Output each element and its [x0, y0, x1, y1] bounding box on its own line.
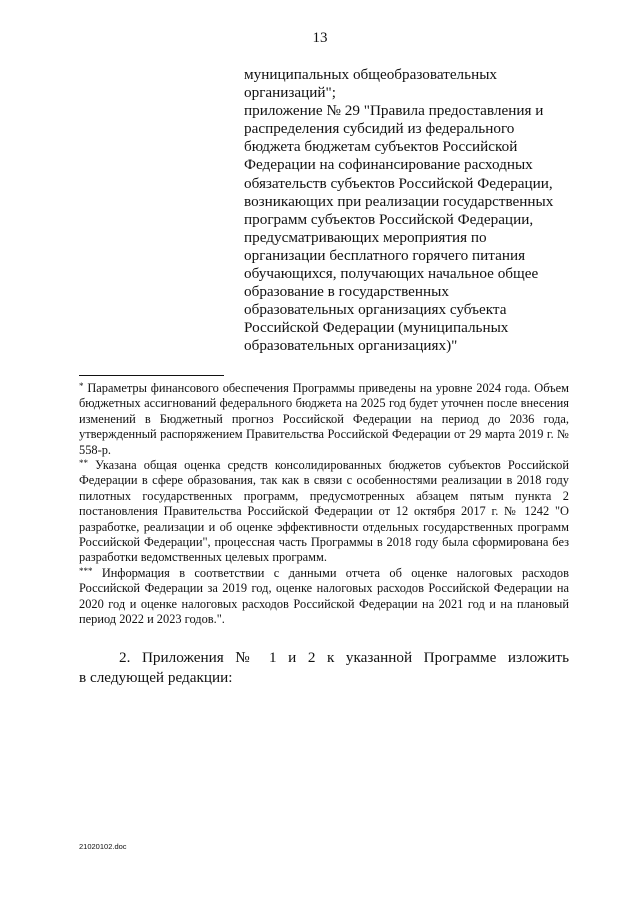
- text-line: Федерации на софинансирование расходных: [244, 156, 533, 174]
- footnote-3: [79, 566, 569, 628]
- document-code: 21020102.doc: [79, 842, 127, 851]
- text-line: предусматривающих мероприятия по: [244, 228, 487, 246]
- footnotes-section: [79, 381, 569, 628]
- text-line: распределения субсидий из федерального: [244, 120, 515, 138]
- text-line: обязательств субъектов Российской Федерации,: [244, 174, 553, 192]
- text-line: организаций";: [244, 84, 336, 102]
- footnote-marker: **: [79, 458, 88, 469]
- footnote-divider: [79, 375, 224, 376]
- text-line: образовательных организациях)": [244, 337, 458, 355]
- footnote-text: Указана общая оценка средств консолидированных бюджетов субъектов Российской Федерации в сфере образования, так как в связи с особенностями реализации в 2018 году пилотных государственных программ, предусмотренных абзацем пятым пункта 2 постановления Правительства Российской Федерации от 12 октября 2017 г. № 1242 "О разработке, реализации и об оценке эффективности отдельных государственных программ Российской Федерации", процессная часть Программы в 2018 году была сформирована без разработки ведомственных целевых программ.: [79, 458, 569, 565]
- text-line: организации бесплатного горячего питания: [244, 246, 526, 264]
- text-line: обучающихся, получающих начальное общее: [244, 265, 539, 283]
- footnote-text: Параметры финансового обеспечения Программы приведены на уровне 2024 года. Объем бюджетных ассигнований федерального бюджета на 2025 год будет уточнен после внесения изменений в Бюджетный прогноз Российской Федерации на период до 2036 года, утвержденный распоряжением Правительства Российской Федерации от 29 марта 2019 г. № 558-р.: [79, 381, 569, 457]
- text-line: образование в государственных: [244, 283, 449, 301]
- indented-text-block: [244, 66, 570, 356]
- footnote-marker: ***: [79, 565, 93, 576]
- text-line: приложение № 29 "Правила предоставления и: [244, 102, 544, 120]
- text-line: программ субъектов Российской Федерации,: [244, 210, 534, 228]
- text-line: образовательных организациях субъекта: [244, 301, 507, 319]
- main-paragraph: [79, 648, 569, 688]
- footnote-text: Информация в соответствии с данными отчета об оценке налоговых расходов Российской Федерации за 2019 год, оценке налоговых расходов Российской Федерации на 2020 год и оценке налоговых расходов Российской Федерации на 2021 год и на плановый период 2022 и 2023 годов.".: [79, 565, 569, 627]
- footnote-1: [79, 381, 569, 458]
- footnote-2: [79, 458, 569, 566]
- text-line: Российской Федерации (муниципальных: [244, 319, 509, 337]
- page-number: 13: [312, 30, 328, 46]
- main-paragraph-line-2: в следующей редакции:: [79, 669, 233, 686]
- text-line: возникающих при реализации государственных: [244, 192, 554, 210]
- footnote-marker: *: [79, 381, 84, 391]
- main-paragraph-line-1: 2. Приложения № 1 и 2 к указанной Программе изложить: [119, 649, 569, 666]
- text-line: бюджета бюджетам субъектов Российской: [244, 138, 518, 156]
- text-line: муниципальных общеобразовательных: [244, 66, 497, 83]
